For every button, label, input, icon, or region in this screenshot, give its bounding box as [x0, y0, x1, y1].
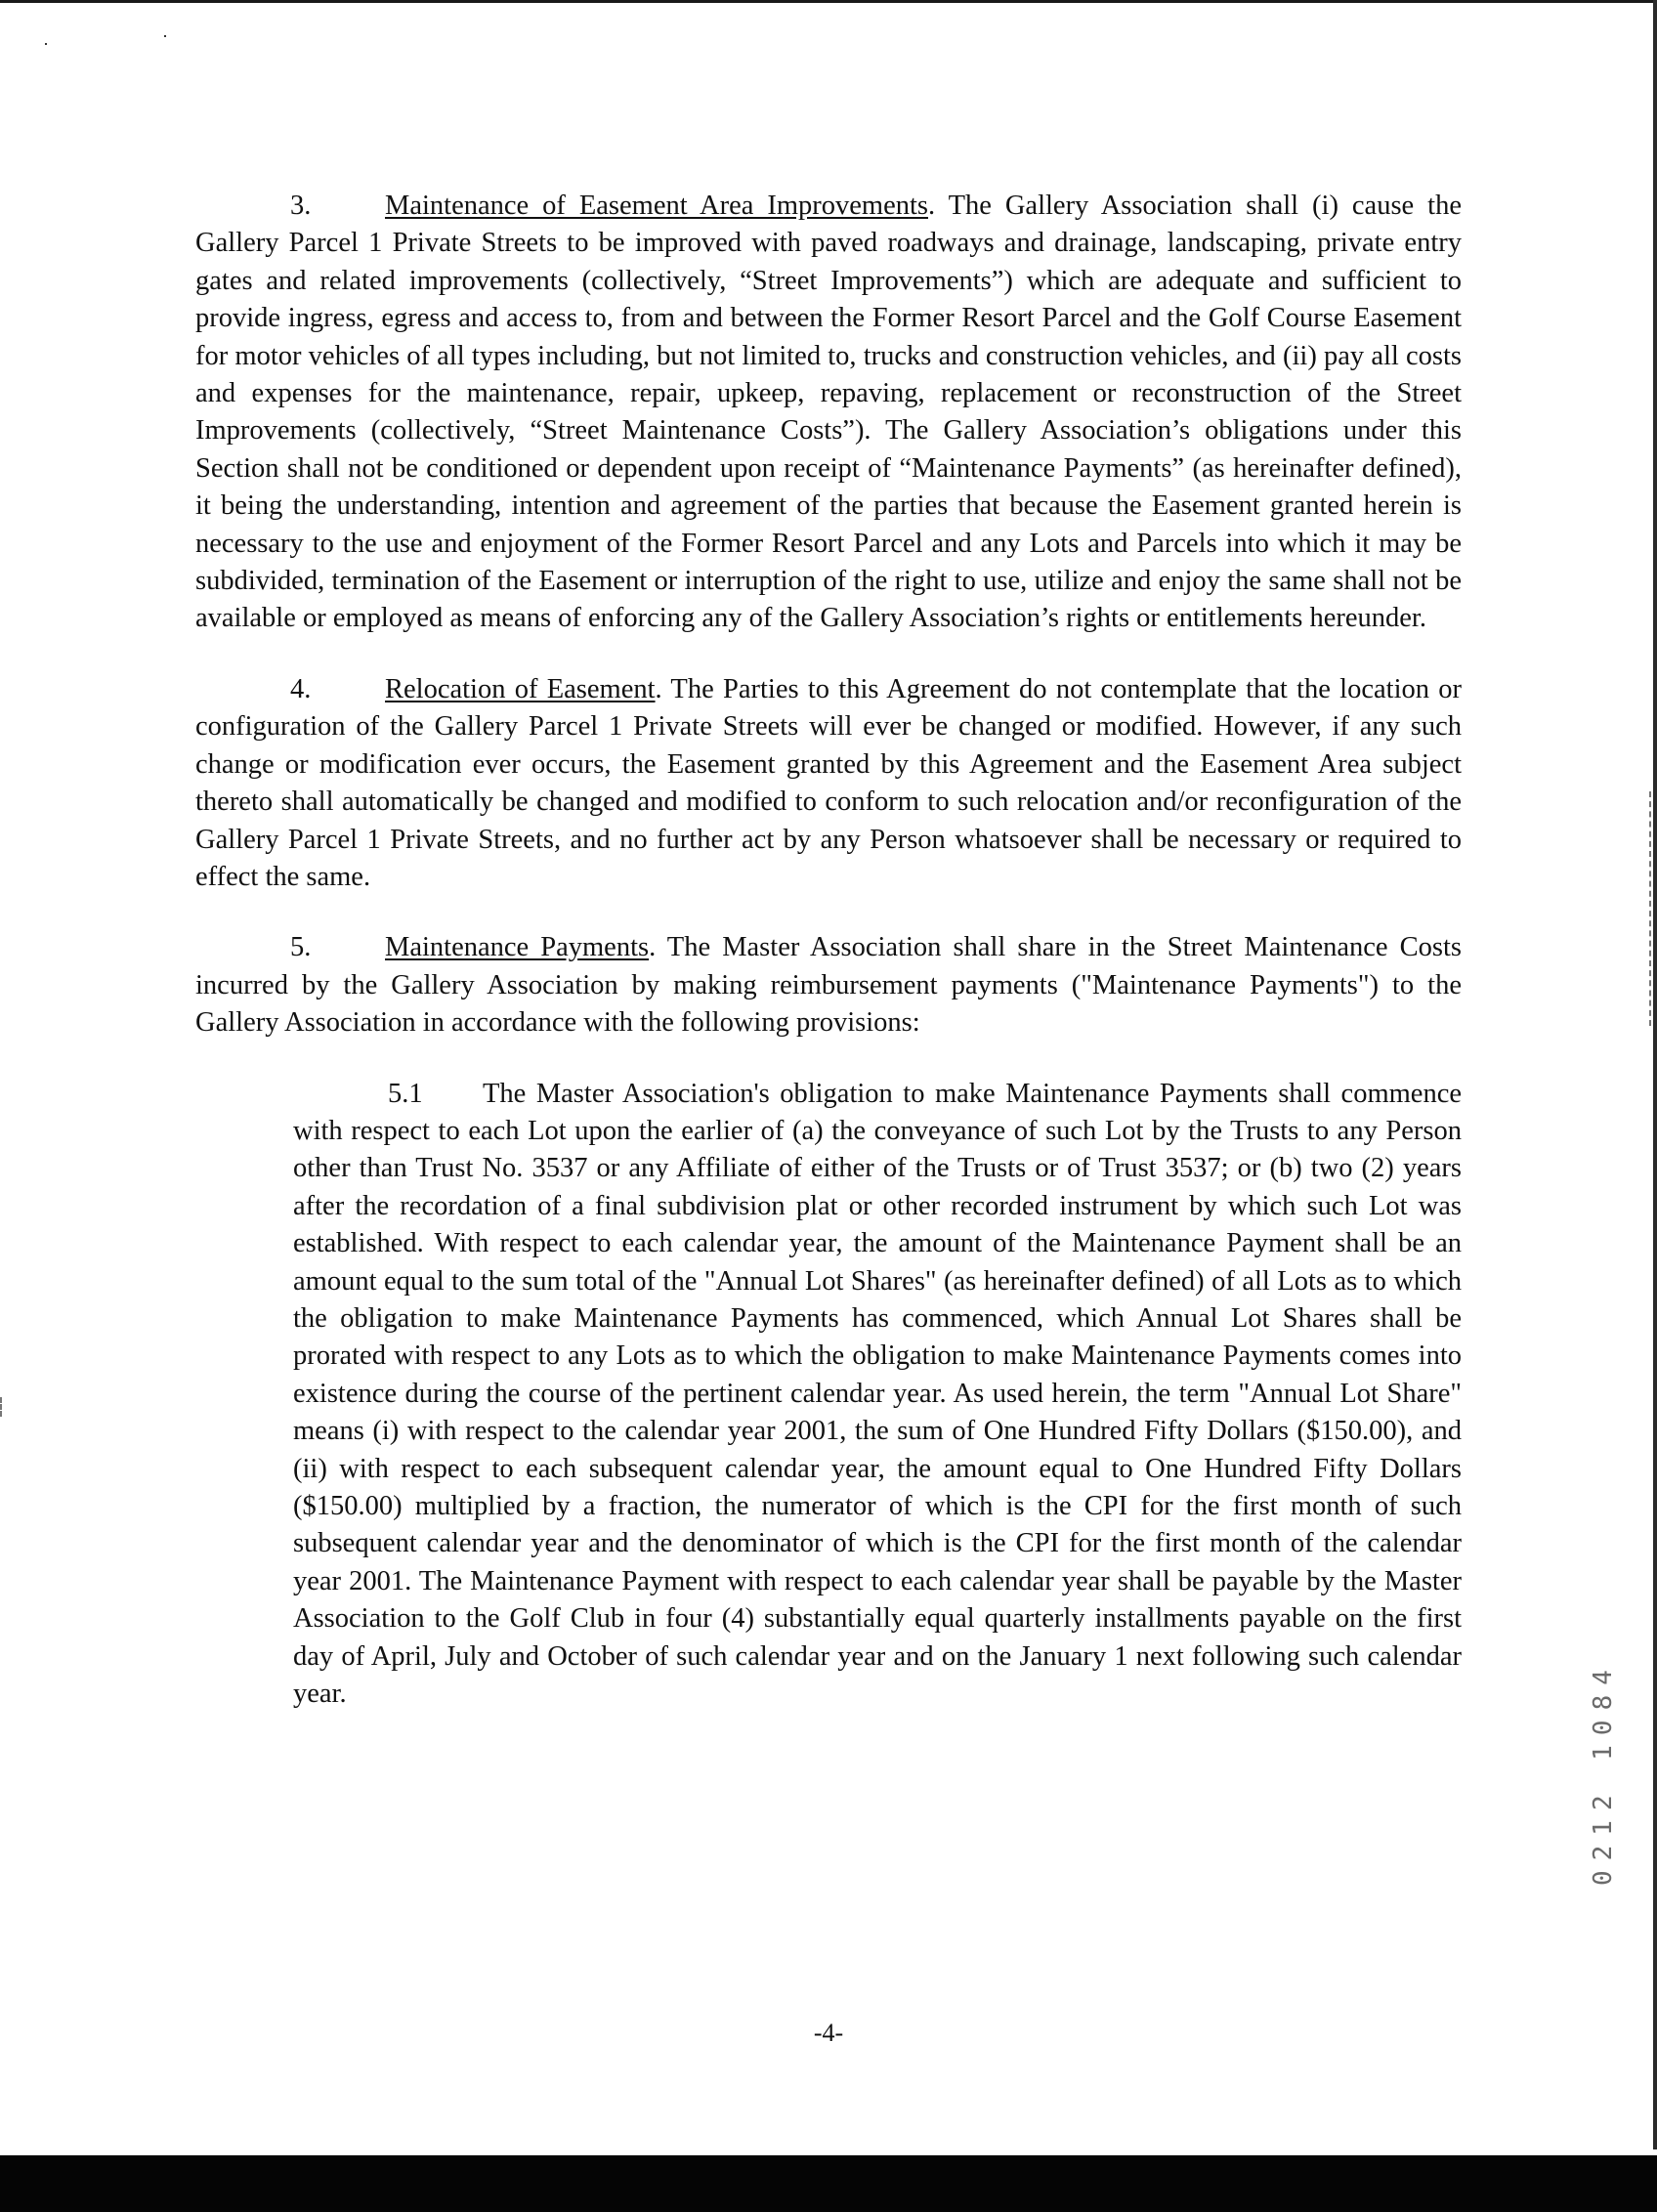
scan-left-marks — [0, 1397, 6, 1417]
section-number: 4. — [290, 673, 312, 704]
section-heading: Relocation of Easement — [385, 673, 656, 704]
scan-bottom-edge — [0, 2155, 1657, 2212]
scan-right-edge — [1653, 0, 1657, 2149]
section-body: . The Gallery Association shall (i) cause the Gallery Parcel 1 Private Streets to be improved with paved roadways and drainage, landscaping, private entry gates and related improvements (collectively, “Street Improvements”) which are adequate and sufficient to provide ingress, egress and access to, from and between the Former Resort Parcel and the Golf Course Easement for motor vehicles of all types including, but not limited to, trucks and construction vehicles, and (ii) pay all costs and expenses for the maintenance, repair, upkeep, repaving, replacement or reconstruction of the Street Improvements (collectively, “Street Maintenance Costs”). The Gallery Association’s obligations under this Section shall not be conditioned or dependent upon receipt of “Maintenance Payments” (as hereinafter defined), it being the understanding, intention and agreement of the parties that because the Easement granted herein is necessary to the use and enjoyment of the Former Resort Parcel and any Lots and Parcels into which it may be subdivided, termination of the Easement or interruption of the right to use, utilize and enjoy the same shall not be available or employed as means of enforcing any of the Gallery Association’s rights or entitlements hereunder. — [195, 191, 1462, 634]
section-number: 5. — [290, 932, 312, 963]
subsection-5-1 — [293, 1076, 1462, 1714]
subsection-number: 5.1 — [388, 1078, 423, 1109]
section-body: . The Parties to this Agreement do not contemplate that the location or configuration of the Gallery Parcel 1 Private Streets will ever be changed or modified. However, if any such change or modification ever occurs, the Easement granted by this Agreement and the Easement Area subject thereto shall automatically be changed and modified to conform to such relocation and/or reconfiguration of the Gallery Parcel 1 Private Streets, and no further act by any Person whatsoever shall be necessary or required to effect the same. — [195, 673, 1462, 892]
scan-speck — [164, 35, 166, 37]
section-heading: Maintenance Payments — [385, 932, 650, 963]
section-4 — [195, 671, 1462, 896]
subsection-body: The Master Association's obligation to make Maintenance Payments shall commence with respect to each Lot upon the earlier of (a) the conveyance of such Lot by the Trusts to any Person other than Trust No. 3537 or any Affiliate of either of the Trusts or of Trust 3537; or (b) two (2) years after the recordation of a final subdivision plat or other recorded instrument by which such Lot was established. With respect to each calendar year, the amount of the Maintenance Payment shall be an amount equal to the sum total of the "Annual Lot Shares" (as hereinafter defined) of all Lots as to which the obligation to make Maintenance Payments has commenced, which Annual Lot Shares shall be prorated with respect to any Lots as to which the obligation to make Maintenance Payments comes into existence during the course of the pertinent calendar year. As used herein, the term "Annual Lot Share" means (i) with respect to the calendar year 2001, the sum of One Hundred Fifty Dollars ($150.00), and (ii) with respect to each subsequent calendar year, the amount equal to One Hundred Fifty Dollars ($150.00) multiplied by a fraction, the numerator of which is the CPI for the first month of such subsequent calendar year and the denominator of which is the CPI for the first month of the calendar year 2001. The Maintenance Payment with respect to each calendar year shall be payable by the Master Association to the Golf Club in four (4) substantially equal quarterly installments payable on the first day of April, July and October of such calendar year and on the January 1 next following such calendar year. — [293, 1078, 1462, 1710]
section-5 — [195, 929, 1462, 1042]
page-number: -4- — [813, 2019, 844, 2047]
section-number: 3. — [290, 191, 312, 221]
scan-top-edge — [0, 0, 1657, 3]
section-body: . The Master Association shall share in the Street Maintenance Costs incurred by the Gallery Association by making reimbursement payments ("Maintenance Payments") to the Gallery Association in accordance with the following provisions: — [195, 932, 1462, 1039]
section-heading: Maintenance of Easement Area Improvements — [385, 191, 928, 221]
recording-stamp-text: 0212 1084 — [1589, 1660, 1618, 1886]
scan-edge-marks — [1649, 791, 1655, 1026]
document-body — [195, 188, 1462, 1713]
recording-stamp — [1559, 1553, 1618, 1886]
scan-speck — [45, 43, 47, 45]
section-3 — [195, 188, 1462, 638]
